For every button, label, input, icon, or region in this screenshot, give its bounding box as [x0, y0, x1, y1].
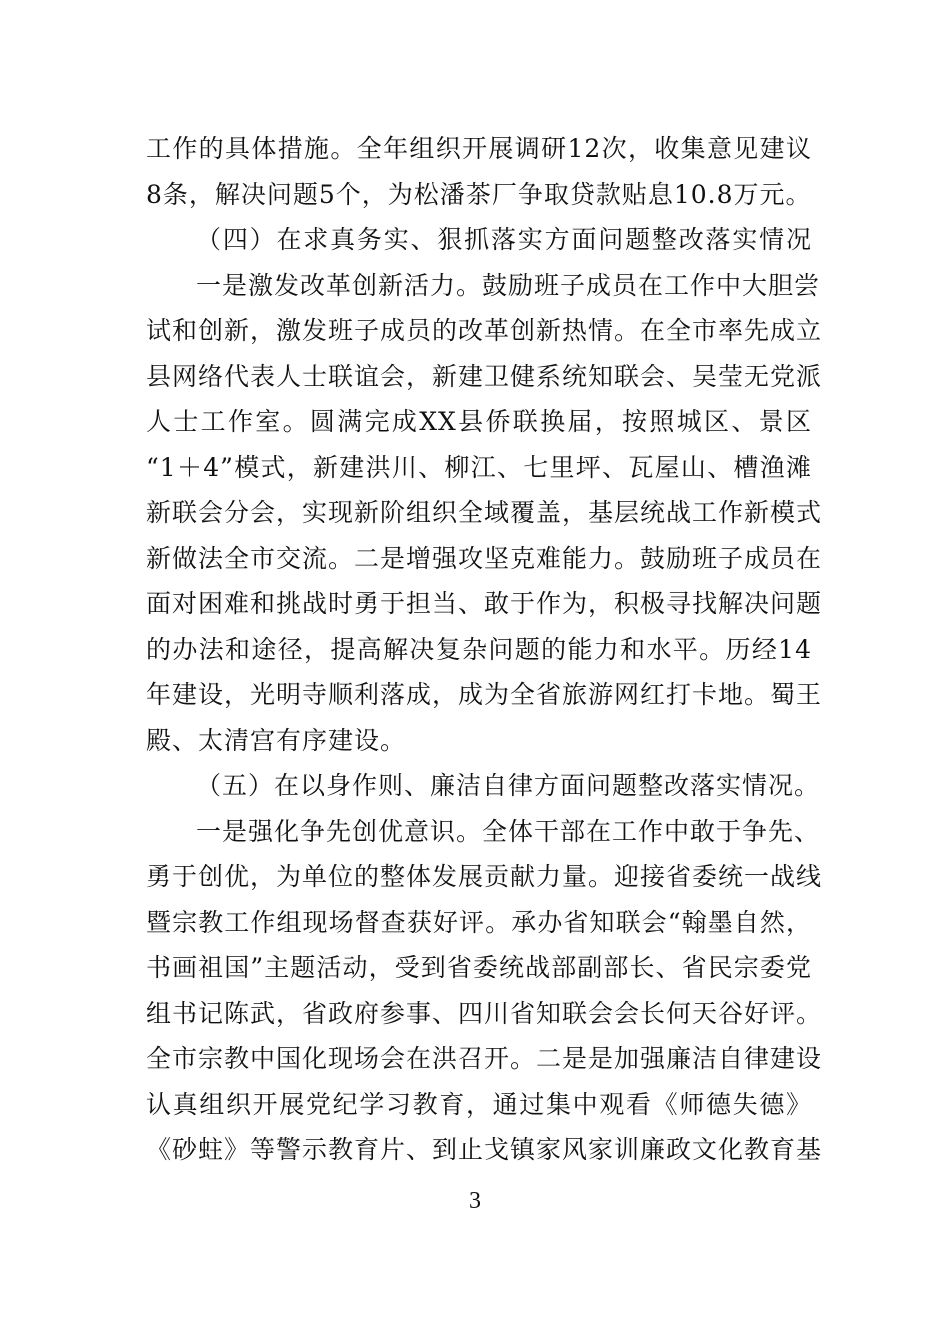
text-line: 工作的具体措施。全年组织开展调研12次，收集意见建议 [146, 134, 812, 163]
text-line: 试和创新，激发班子成员的改革创新热情。在全市率先成立 [146, 316, 823, 345]
text-line: 人士工作室。圆满完成XX县侨联换届，按照城区、景区 [146, 407, 812, 436]
section-heading: （四）在求真务实、狠抓落实方面问题整改落实情况 [196, 225, 812, 254]
text-line: 一是激发改革创新活力。鼓励班子成员在工作中大胆尝 [196, 270, 821, 300]
text-line: 年建设，光明寺顺利落成，成为全省旅游网红打卡地。蜀王 [146, 680, 823, 709]
text-line: 面对困难和挑战时勇于担当、敢于作为，积极寻找解决问题 [146, 589, 823, 618]
text-line: 认真组织开展党纪学习教育，通过集中观看《师德失德》 [146, 1089, 812, 1119]
text-line: 暨宗教工作组现场督查获好评。承办省知联会“翰墨自然， [146, 907, 812, 937]
text-line: 全市宗教中国化现场会在洪召开。二是是加强廉洁自律建设 [146, 1044, 823, 1073]
text-line: 一是强化争先创优意识。全体干部在工作中敢于争先、 [196, 816, 821, 846]
text-line: 8条，解决问题5个，为松潘茶厂争取贷款贴息10.8万元。 [146, 179, 812, 209]
text-line: 殿、太清宫有序建设。 [146, 725, 407, 755]
body-text [146, 126, 823, 1173]
text-line: 新做法全市交流。二是增强攻坚克难能力。鼓励班子成员在 [146, 543, 823, 573]
text-line: 勇于创优，为单位的整体发展贡献力量。迎接省委统一战线 [146, 862, 823, 891]
text-line: 《砂蛀》等警示教育片、到止戈镇家风家训廉政文化教育基 [146, 1135, 823, 1164]
text-line: 的办法和途径，提高解决复杂问题的能力和水平。历经14 [146, 634, 812, 664]
text-line: 新联会分会，实现新阶组织全域覆盖，基层统战工作新模式 [146, 498, 823, 527]
text-line: 县网络代表人士联谊会，新建卫健系统知联会、吴莹无党派 [146, 361, 823, 391]
page-number: 3 [469, 1188, 481, 1214]
text-line: 组书记陈武，省政府参事、四川省知联会会长何天谷好评。 [146, 998, 823, 1028]
text-line: 书画祖国”主题活动，受到省委统战部副部长、省民宗委党 [146, 953, 812, 982]
text-line: “1＋4”模式，新建洪川、柳江、七里坪、瓦屋山、槽渔滩 [146, 452, 812, 482]
section-heading: （五）在以身作则、廉洁自律方面问题整改落实情况。 [196, 771, 821, 800]
